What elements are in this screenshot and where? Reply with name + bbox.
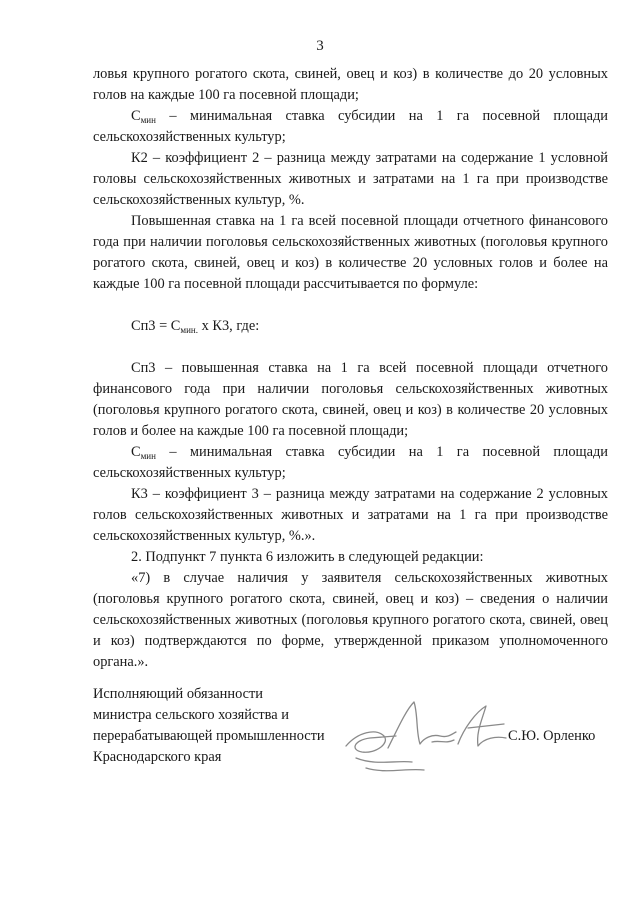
signatory-title-line: министра сельского хозяйства и bbox=[93, 707, 289, 723]
paragraph-amendment-text: «7) в случае наличия у заявителя сельскохозяйственных животных (поголовья крупного рогатого скота, свиней, овец и коз) – сведения о наличии сельскохозяйственных животных (поголовья крупного рогатого скота, свиней, овец и коз) подтверждаются по форме, утвержденной приказом уполномоченного органа.». bbox=[93, 570, 608, 670]
paragraph-k2-definition: К2 – коэффициент 2 – разница между затратами на содержание 1 условной головы сельскохозяйственных животных и затратами на 1 га при производстве сельскохозяйственных культур, %. bbox=[93, 150, 608, 208]
signatory-title-line: Краснодарского края bbox=[93, 749, 222, 765]
signatory-title-line: перерабатывающей промышленности bbox=[93, 728, 325, 744]
signatory-title-line: Исполняющий обязанности bbox=[93, 686, 264, 702]
signatory-title bbox=[93, 684, 325, 768]
signer-name: С.Ю. Орленко bbox=[508, 728, 596, 744]
paragraph-k3-definition: К3 – коэффициент 3 – разница между затратами на содержание 2 условных голов сельскохозяйственных животных и затратами на 1 га при производстве сельскохозяйственных культур, %.». bbox=[93, 486, 608, 544]
handwritten-signature bbox=[336, 688, 516, 778]
paragraph-sp3-definition: Сп3 – повышенная ставка на 1 га всей посевной площади отчетного финансового года при наличии поголовья сельскохозяйственных животных (поголовья крупного рогатого скота, свиней, овец и коз) в количестве 20 условных голов и более на каждые 100 га посевной площади; bbox=[93, 360, 608, 439]
document-body bbox=[93, 64, 608, 673]
formula: $Сп3 = С_{мин.}$ х К3, где: bbox=[131, 318, 260, 335]
paragraph-continuation: ловья крупного рогатого скота, свиней, овец и коз) в количестве до 20 условных голов на каждые 100 га посевной площади; bbox=[93, 66, 608, 103]
paragraph-increased-rate: Повышенная ставка на 1 га всей посевной площади отчетного финансового года при наличии поголовья сельскохозяйственных животных (поголовья крупного рогатого скота, свиней, овец и коз) в количестве 20 условных голов и более на каждые 100 га посевной площади рассчитывается по формуле: bbox=[93, 213, 608, 292]
paragraph-cmin-definition-2: $С_{мин}$ – минимальная ставка субсидии на 1 га посевной площади сельскохозяйственных культур; bbox=[93, 444, 608, 481]
page-number: 3 bbox=[316, 38, 324, 54]
paragraph-cmin-definition: $С_{мин}$ – минимальная ставка субсидии на 1 га посевной площади сельскохозяйственных культур; bbox=[93, 108, 608, 145]
paragraph-amendment-point-2: 2. Подпункт 7 пункта 6 изложить в следующей редакции: bbox=[131, 549, 484, 565]
